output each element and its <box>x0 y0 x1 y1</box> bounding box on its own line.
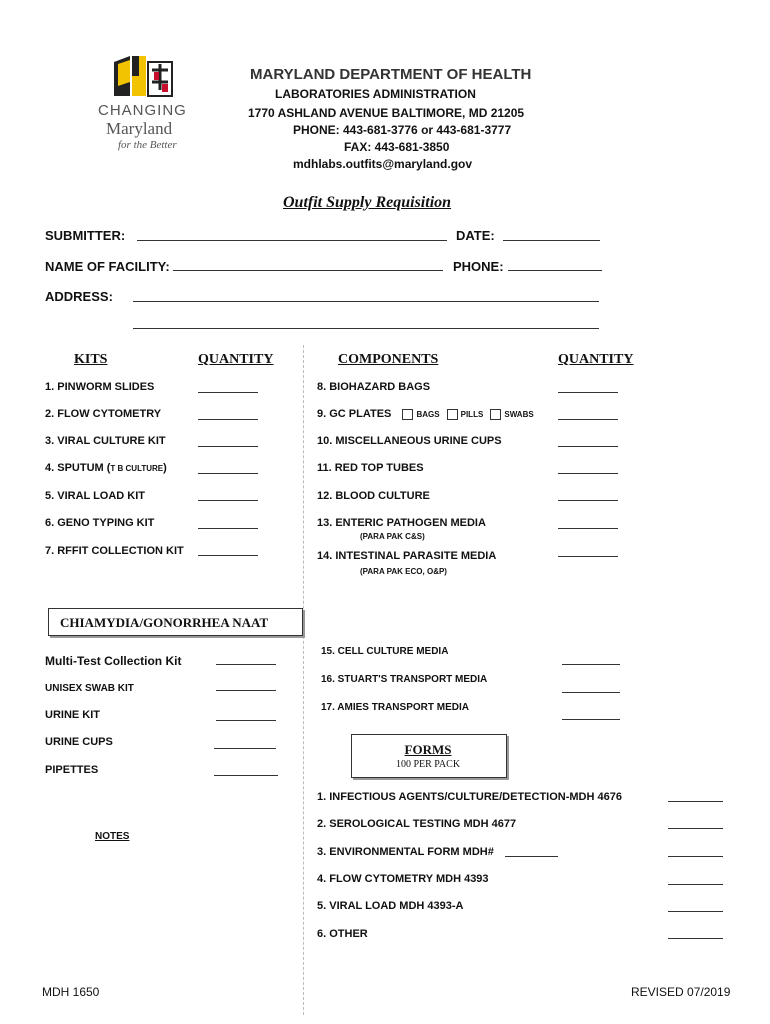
sputum-close: ) <box>163 462 167 474</box>
kit-qty-field[interactable] <box>198 446 258 447</box>
form-item: 6. OTHER <box>317 928 368 940</box>
naat-item: UNISEX SWAB KIT <box>45 683 134 694</box>
swabs-checkbox[interactable] <box>490 409 501 420</box>
notes-label: NOTES <box>95 831 130 842</box>
submitter-field[interactable] <box>137 240 447 241</box>
kit-item: 2. FLOW CYTOMETRY <box>45 408 162 420</box>
component-item: 14. INTESTINAL PARASITE MEDIA <box>317 550 497 562</box>
component-qty-field[interactable] <box>562 664 620 665</box>
facility-label: NAME OF FACILITY: <box>45 259 170 274</box>
forms-subtitle: 100 PER PACK <box>395 759 461 770</box>
pills-checkbox[interactable] <box>447 409 458 420</box>
component-item: 15. CELL CULTURE MEDIA <box>321 646 449 657</box>
component-note: (PARA PAK ECO, O&P) <box>360 567 447 576</box>
logo <box>92 52 192 162</box>
component-item: 16. STUART'S TRANSPORT MEDIA <box>321 674 488 685</box>
form-qty-field[interactable] <box>668 856 723 857</box>
component-qty-field[interactable] <box>558 528 618 529</box>
logo-text-maryland: Maryland <box>106 119 173 138</box>
component-item: 10. MISCELLANEOUS URINE CUPS <box>317 435 502 447</box>
component-item: 8. BIOHAZARD BAGS <box>317 381 431 393</box>
kit-qty-field[interactable] <box>198 392 258 393</box>
phone-field[interactable] <box>508 270 602 271</box>
kit-item: 5. VIRAL LOAD KIT <box>45 490 146 502</box>
form-item: 4. FLOW CYTOMETRY MDH 4393 <box>317 873 489 885</box>
naat-item: URINE KIT <box>45 709 100 721</box>
component-qty-field[interactable] <box>558 392 618 393</box>
kit-item: 1. PINWORM SLIDES <box>45 381 155 393</box>
lab-address: 1770 ASHLAND AVENUE BALTIMORE, MD 21205 <box>248 106 525 120</box>
form-item: 5. VIRAL LOAD MDH 4393-A <box>317 900 464 912</box>
kit-item: 3. VIRAL CULTURE KIT <box>45 435 166 447</box>
submitter-label: SUBMITTER: <box>45 228 126 243</box>
components-quantity-header: QUANTITY <box>558 352 634 367</box>
naat-title: CHIAMYDIA/GONORRHEA NAAT <box>60 615 269 630</box>
sputum-note: T B CULTURE <box>110 464 164 473</box>
pills-option: PILLS <box>460 410 484 419</box>
naat-qty-field[interactable] <box>214 748 276 749</box>
form-item: 1. INFECTIOUS AGENTS/CULTURE/DETECTION-MDH 4676 <box>317 791 622 803</box>
component-item-gc <box>317 408 534 420</box>
form-title: Outfit Supply Requisition <box>283 194 452 211</box>
column-divider <box>303 345 304 1015</box>
revision-date: REVISED 07/2019 <box>631 985 731 999</box>
component-qty-field[interactable] <box>562 692 620 693</box>
component-item: 11. RED TOP TUBES <box>317 462 424 474</box>
kit-item: 7. RFFIT COLLECTION KIT <box>45 545 184 557</box>
maryland-logo-icon <box>108 52 178 100</box>
component-qty-field[interactable] <box>558 556 618 557</box>
lab-email[interactable]: mdhlabs.outfits@maryland.gov <box>293 157 473 171</box>
form-qty-field[interactable] <box>668 911 723 912</box>
form-qty-field[interactable] <box>668 884 723 885</box>
naat-item: PIPETTES <box>45 764 99 776</box>
component-item: 13. ENTERIC PATHOGEN MEDIA <box>317 517 486 529</box>
form-item: 2. SEROLOGICAL TESTING MDH 4677 <box>317 818 517 830</box>
kit-item: 6. GENO TYPING KIT <box>45 517 155 529</box>
logo-text-tagline: for the Better <box>118 139 177 151</box>
bags-checkbox[interactable] <box>402 409 413 420</box>
address-field-line2[interactable] <box>133 328 599 329</box>
logo-text-changing: CHANGING <box>98 102 187 119</box>
naat-item: Multi-Test Collection Kit <box>45 654 182 668</box>
naat-qty-field[interactable] <box>216 664 276 665</box>
kit-item-label: 4. SPUTUM ( <box>45 462 111 474</box>
component-item: 17. AMIES TRANSPORT MEDIA <box>321 702 469 713</box>
kit-qty-field[interactable] <box>198 473 258 474</box>
kit-qty-field[interactable] <box>198 555 258 556</box>
address-label: ADDRESS: <box>45 289 113 304</box>
facility-field[interactable] <box>173 270 443 271</box>
lab-fax: FAX: 443-681-3850 <box>344 140 450 154</box>
component-qty-field[interactable] <box>558 473 618 474</box>
component-qty-field[interactable] <box>558 419 618 420</box>
environmental-form-number-field[interactable] <box>505 856 558 857</box>
component-item-label: 9. GC PLATES <box>317 408 392 420</box>
naat-qty-field[interactable] <box>216 690 276 691</box>
org-name: MARYLAND DEPARTMENT OF HEALTH <box>250 66 532 83</box>
dept-name: LABORATORIES ADMINISTRATION <box>275 87 476 101</box>
lab-phone: PHONE: 443-681-3776 or 443-681-3777 <box>293 123 512 137</box>
address-field-line1[interactable] <box>133 301 599 302</box>
kit-qty-field[interactable] <box>198 528 258 529</box>
form-qty-field[interactable] <box>668 938 723 939</box>
naat-item: URINE CUPS <box>45 736 113 748</box>
form-qty-field[interactable] <box>668 801 723 802</box>
kits-quantity-header: QUANTITY <box>198 352 274 367</box>
bags-option: BAGS <box>416 410 440 419</box>
component-qty-field[interactable] <box>562 719 620 720</box>
component-note: (PARA PAK C&S) <box>360 532 425 541</box>
form-qty-field[interactable] <box>668 828 723 829</box>
form-item: 3. ENVIRONMENTAL FORM MDH# <box>317 846 494 858</box>
kit-qty-field[interactable] <box>198 419 258 420</box>
components-header: COMPONENTS <box>338 352 439 367</box>
date-label: DATE: <box>456 228 495 243</box>
kits-header: KITS <box>74 352 108 367</box>
kit-item-sputum <box>45 462 167 474</box>
component-qty-field[interactable] <box>558 446 618 447</box>
component-item: 12. BLOOD CULTURE <box>317 490 430 502</box>
form-number: MDH 1650 <box>42 985 100 999</box>
naat-qty-field[interactable] <box>214 775 278 776</box>
naat-qty-field[interactable] <box>216 720 276 721</box>
component-qty-field[interactable] <box>558 500 618 501</box>
kit-qty-field[interactable] <box>198 500 258 501</box>
swabs-option: SWABS <box>504 410 534 419</box>
date-field[interactable] <box>503 240 600 241</box>
forms-title: FORMS <box>404 742 452 757</box>
phone-label: PHONE: <box>453 259 504 274</box>
